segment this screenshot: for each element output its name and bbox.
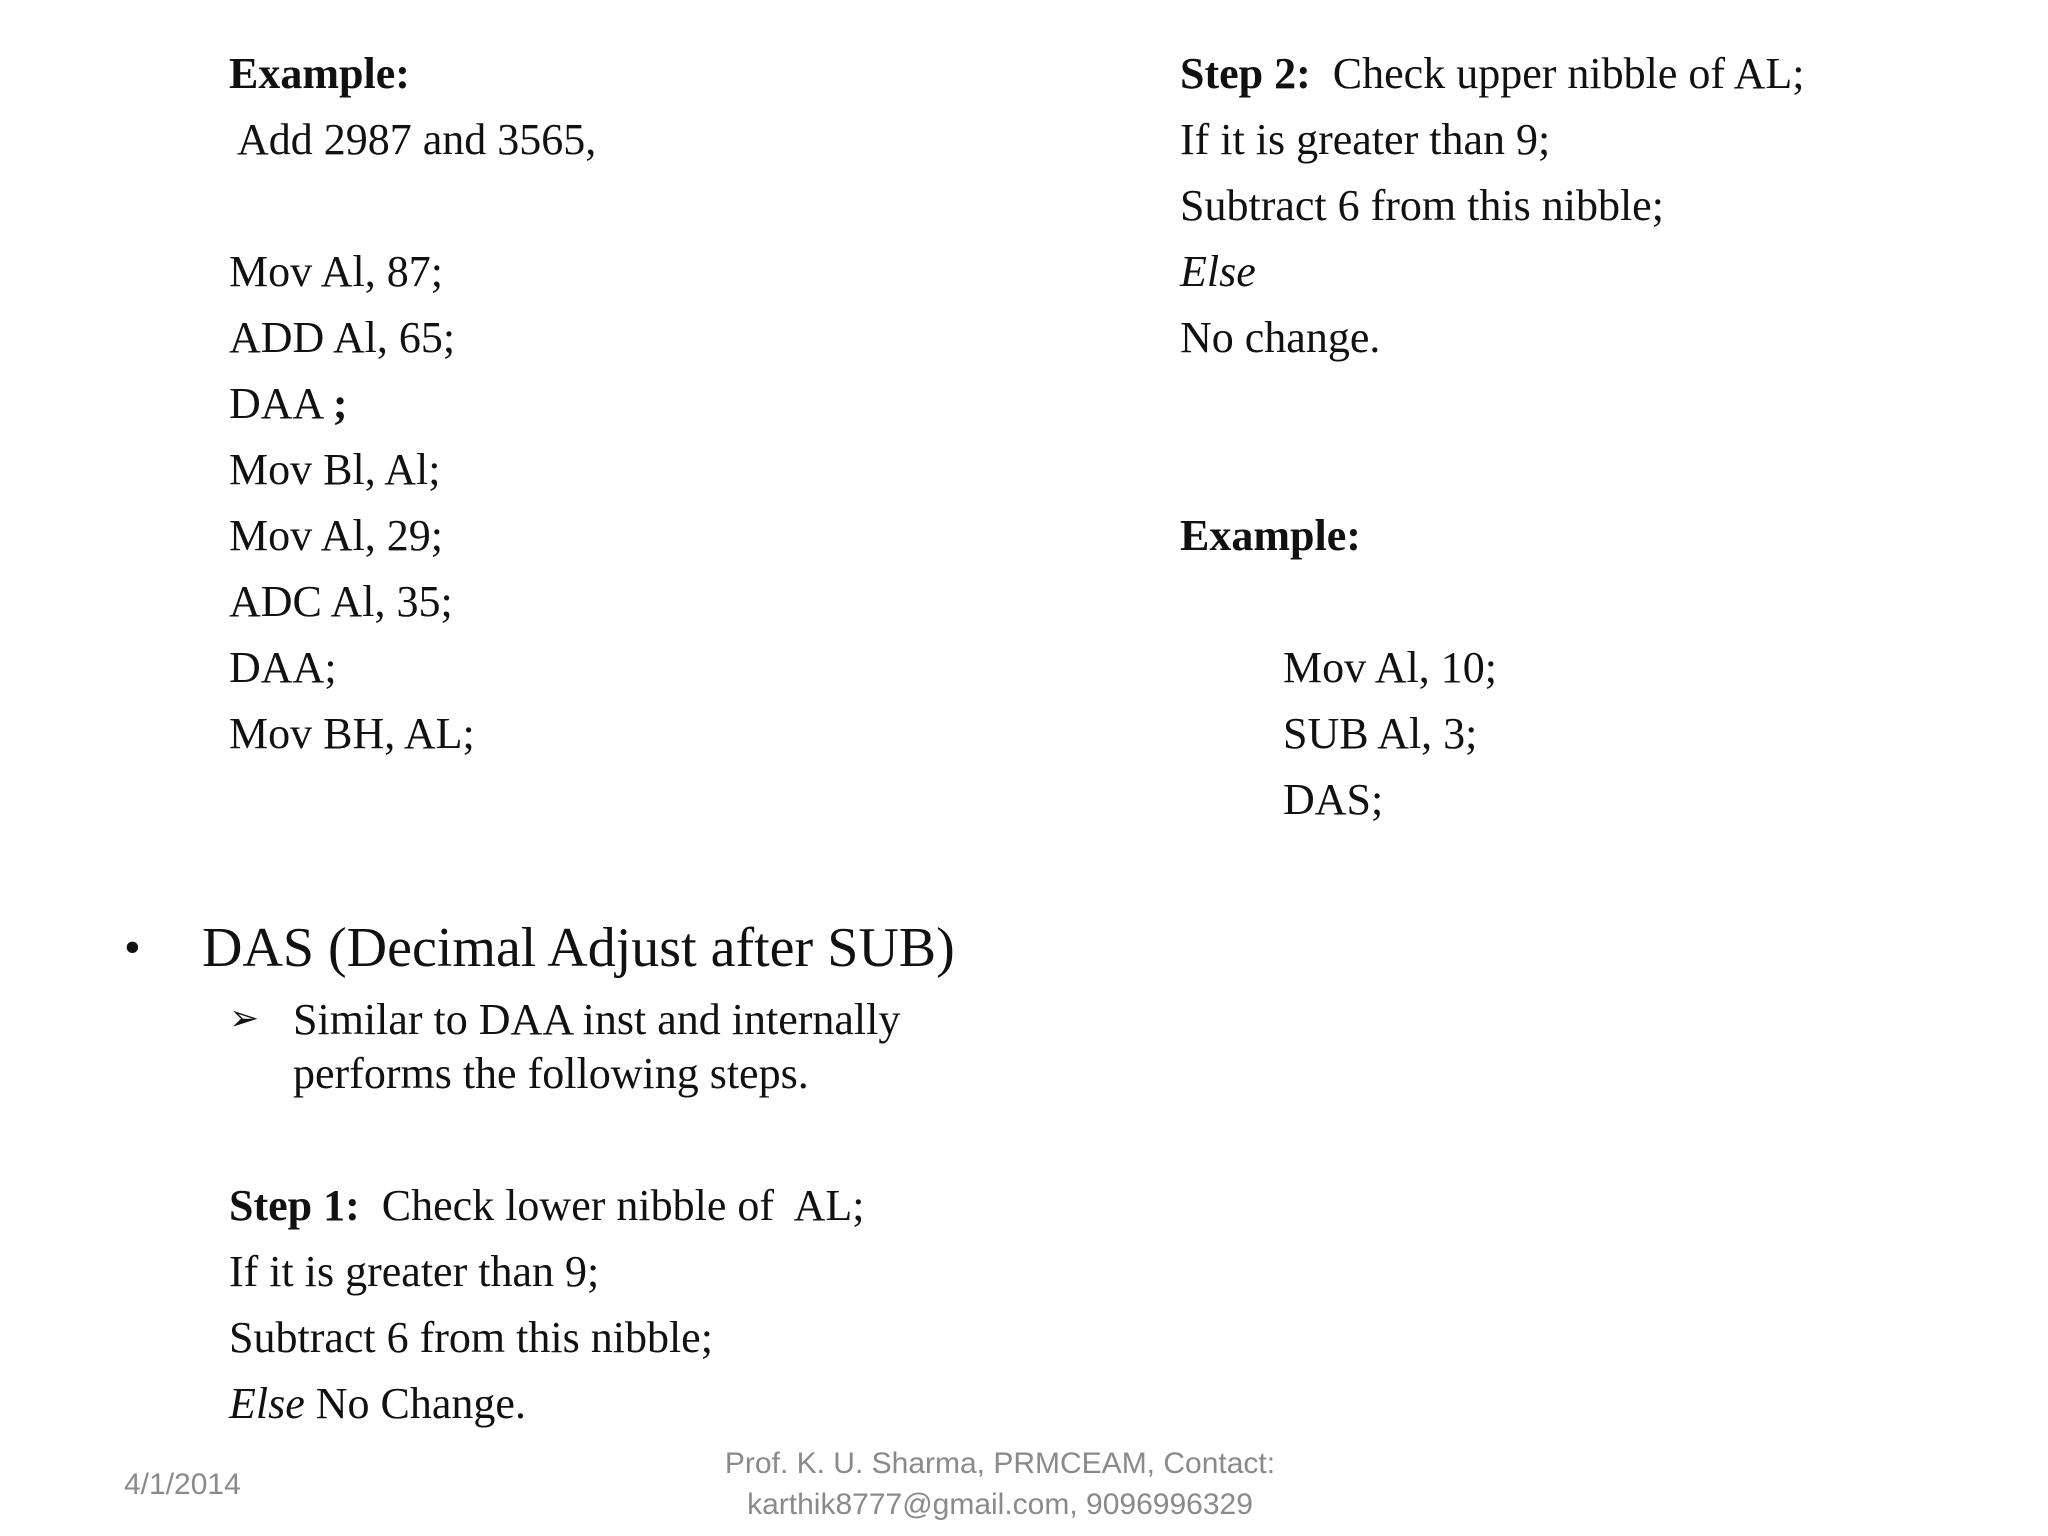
left-example-title: Example:: [229, 49, 410, 98]
code-line: Mov Bl, Al;: [229, 445, 441, 494]
step1-line: [229, 1180, 864, 1232]
code-line: [229, 378, 348, 430]
step2-text: Check upper nibble of AL;: [1332, 49, 1805, 98]
code-daa: DAA: [229, 379, 322, 428]
step1-line4: [229, 1378, 526, 1430]
step2-line5: No change.: [1180, 313, 1381, 362]
right-code-line: SUB Al, 3;: [1283, 709, 1478, 758]
step1-else: Else: [229, 1379, 305, 1428]
bullet-marker: •: [124, 921, 141, 974]
footer-credit-line1: Prof. K. U. Sharma, PRMCEAM, Contact:: [724, 1447, 1276, 1480]
step2-label: Step 2:: [1180, 49, 1311, 98]
code-line: Mov Al, 87;: [229, 247, 443, 296]
right-code-line: Mov Al, 10;: [1283, 643, 1497, 692]
code-line: DAA;: [229, 643, 337, 692]
step1-text: Check lower nibble of AL;: [381, 1181, 865, 1230]
step1-line2: If it is greater than 9;: [229, 1247, 600, 1296]
right-example-title: Example:: [1180, 511, 1361, 560]
code-line: Mov BH, AL;: [229, 709, 475, 758]
code-line: ADD Al, 65;: [229, 313, 456, 362]
das-description-line2: performs the following steps.: [293, 1049, 809, 1098]
code-line: ADC Al, 35;: [229, 577, 453, 626]
right-code-line: DAS;: [1283, 775, 1384, 824]
step2-line2: If it is greater than 9;: [1180, 115, 1551, 164]
code-line: Mov Al, 29;: [229, 511, 443, 560]
arrow-bullet-icon: ➢: [229, 998, 260, 1039]
step2-else: Else: [1180, 247, 1256, 296]
step1-else-rest: No Change.: [304, 1379, 526, 1428]
footer-credit-line2: karthik8777@gmail.com, 9096996329: [747, 1488, 1253, 1521]
step2-line: [1180, 48, 1804, 100]
code-semicolon: ;: [332, 379, 348, 428]
das-heading: DAS (Decimal Adjust after SUB): [202, 917, 955, 979]
step2-line3: Subtract 6 from this nibble;: [1180, 181, 1664, 230]
left-example-intro: Add 2987 and 3565,: [237, 115, 597, 164]
das-description-line1: Similar to DAA inst and internally: [293, 995, 901, 1044]
step1-label: Step 1:: [229, 1181, 360, 1230]
footer-date: 4/1/2014: [124, 1468, 241, 1501]
step1-line3: Subtract 6 from this nibble;: [229, 1313, 713, 1362]
